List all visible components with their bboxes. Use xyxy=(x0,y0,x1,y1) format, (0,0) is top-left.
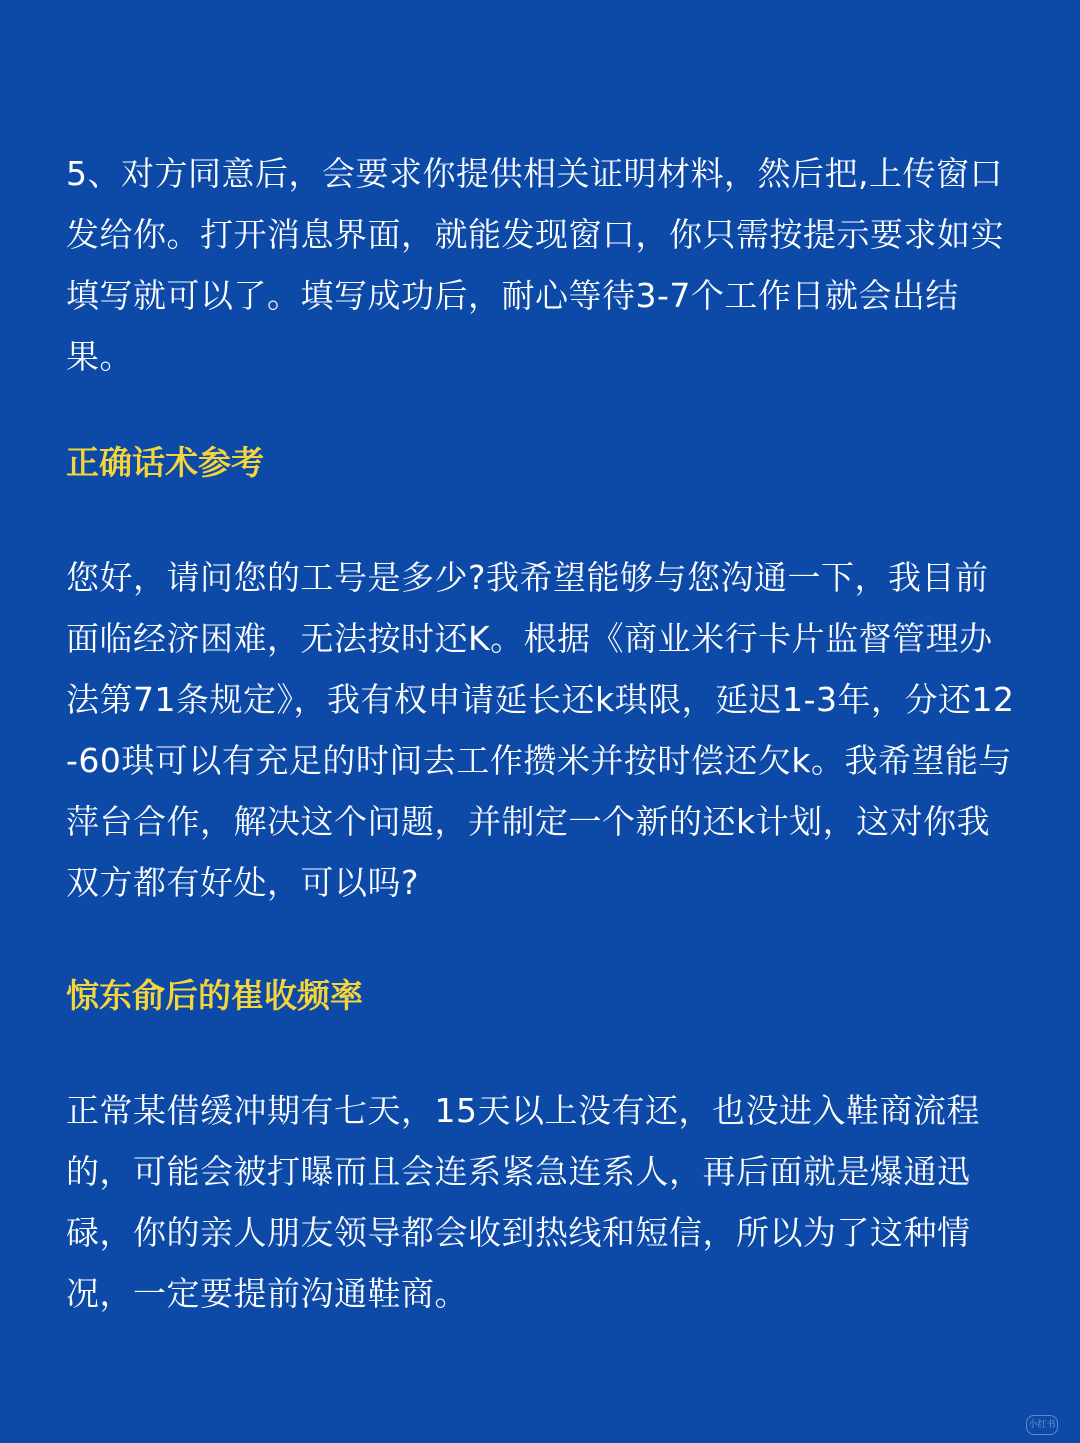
paragraph-step-5: 5、对方同意后，会要求你提供相关证明材料，然后把,上传窗口发给你。打开消息界面，就能发现窗口，你只需按提示要求如实填写就可以了。填写成功后，耐心等待3-7个工作日就会出结果。 xyxy=(66,154,1004,376)
watermark-logo: 小红书 xyxy=(1026,1415,1058,1435)
heading-correct-script: 正确话术参考 xyxy=(66,443,264,482)
paragraph-collection-details: 正常某借缓冲期有七天，15天以上没有还，也没进入鞋商流程的，可能会被打曝而且会连系紧急连系人，再后面就是爆通迅碌，你的亲人朋友领导都会收到热线和短信，所以为了这种情况，一定要提前沟通鞋商。 xyxy=(66,1091,980,1313)
paragraph-script-example: 您好，请问您的工号是多少?我希望能够与您沟通一下，我目前面临经济困难，无法按时还K。根据《商业米行卡片监督管理办法第71条规定》，我有权申请延长还k琪限，延迟1-3年，分还12-60琪可以有充足的时间去工作攒米并按时偿还欠k。我希望能与萍台合作，解决这个问题，并制定一个新的还k计划，这对你我双方都有好处，可以吗? xyxy=(66,558,1015,902)
heading-collection-frequency: 惊东俞后的崔收频率 xyxy=(66,976,363,1015)
